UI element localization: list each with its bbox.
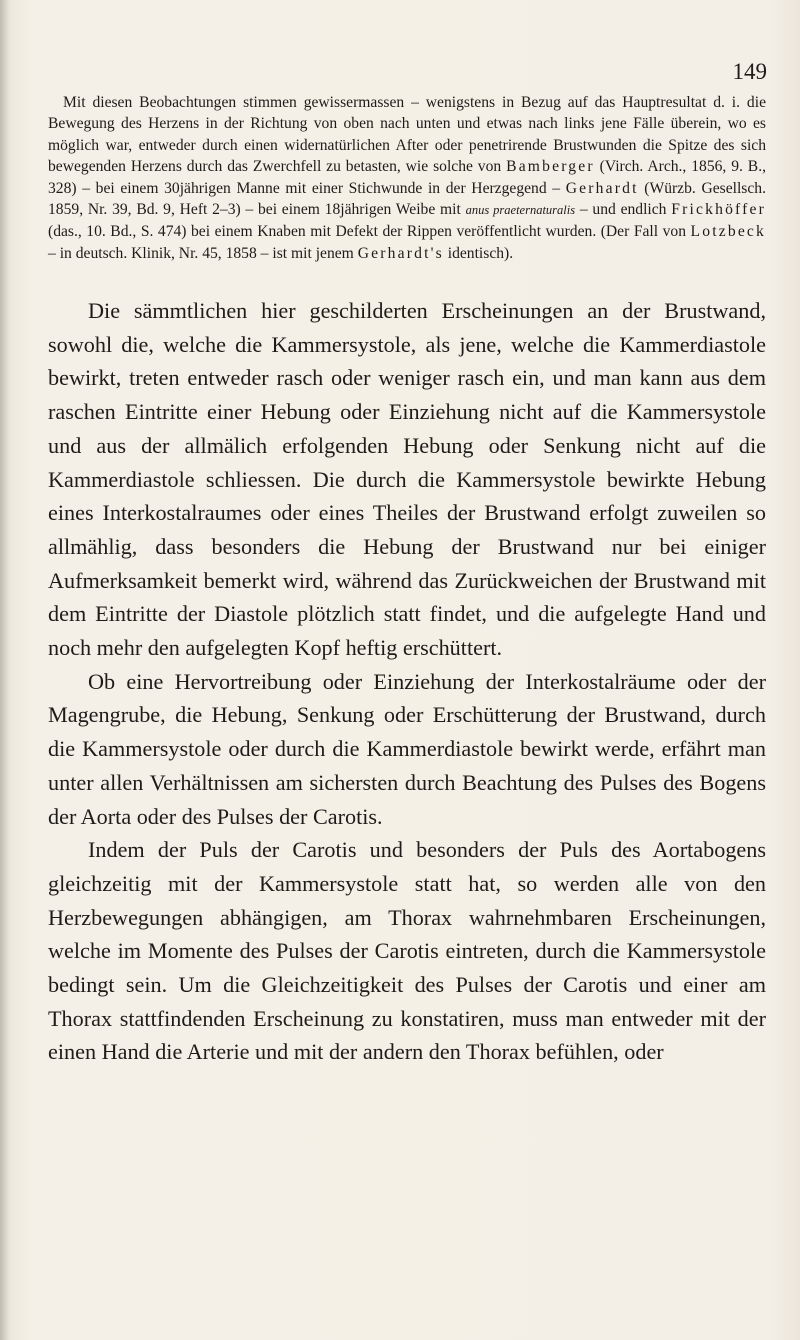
body-paragraph: Ob eine Hervortreibung oder Einziehung der Interkostalräume oder der Magengrube, die Hebung, Senkung oder Erschütterung der Brustwand, durch die Kammersystole oder durch die Kammerdiastole bewirkt werde, erfährt man unter allen Verhältnissen am sichersten durch Beachtung des Pulses des Bogens der Aorta oder des Pulses der Carotis. bbox=[48, 668, 766, 829]
author-name: Gerhardt bbox=[565, 179, 639, 197]
author-name: Lotzbeck bbox=[690, 223, 767, 241]
author-name: Bamberger bbox=[506, 158, 595, 176]
latin-term: anus praeternaturalis bbox=[465, 203, 576, 218]
body-paragraph: Die sämmtlichen hier geschilderten Erscheinungen an der Brustwand, sowohl die, welche die Kammersystole, als jene, welche die Kammerdiastole bewirkt, treten entweder rasch oder weniger rasch ein, und man kann aus dem raschen Eintritte einer Hebung oder Einziehung nicht auf die Kammersystole und aus der allmälich erfolgenden Hebung oder Senkung nicht auf die Kammerdiastole schliessen. Die durch die Kammersystole bewirkte Hebung eines Interkostalraumes oder eines Theiles der Brustwand erfolgt zuweilen so allmählig, dass besonders die Hebung der Brustwand nur bei einiger Aufmerksamkeit bemerkt wird, während das Zurückweichen der Brustwand mit dem Eintritte der Diastole plötzlich statt findet, und die aufgelegte Hand und noch mehr den aufgelegten Kopf heftig erschüttert. bbox=[48, 298, 766, 661]
main-text bbox=[48, 294, 766, 1069]
footnote-text: Mit diesen Beobachtungen stimmen gewissermassen – wenigstens in Bezug auf das Hauptresultat d. i. die Bewegung des Herzens in der Richtung von oben nach unten und etwas nach links jene Fälle überein, wo es möglich war, entweder durch einen widernatürlichen After oder penetrirende Brustwunden die Spitze des sich bewegenden Herzens durch das Zwerchfell zu betasten, wie solche von bbox=[48, 94, 766, 176]
footnote-paragraph bbox=[48, 92, 766, 264]
footnote-text: (Virch. Arch., 1856, 9. B., 328) – bei einem 30jährigen Manne mit einer Stichwunde in der Herzgegend – bbox=[48, 158, 766, 197]
footnote-text: – und endlich bbox=[579, 201, 667, 219]
footnote-block bbox=[48, 92, 766, 264]
footnote-text: (Würzb. Gesellsch. 1859, Nr. 39, Bd. 9, Heft 2–3) – bei einem 18jährigen Weibe mit bbox=[48, 179, 766, 219]
page-number: 149 bbox=[732, 59, 767, 84]
author-name: Gerhardt's bbox=[357, 244, 444, 262]
footnote-text: (das., 10. Bd., S. 474) bei einem Knaben mit Defekt der Rippen veröffentlicht wurden. (Der Fall von bbox=[48, 223, 686, 241]
footnote-text: – in deutsch. Klinik, Nr. 45, 1858 – ist mit jenem bbox=[48, 244, 354, 262]
body-paragraph: Indem der Puls der Carotis und besonders der Puls des Aortabogens gleichzeitig mit der Kammersystole statt hat, so werden alle von den Herzbewegungen abhängigen, am Thorax wahrnehmbaren Erscheinungen, welche im Momente des Pulses der Carotis eintreten, durch die Kammersystole bedingt sein. Um die Gleichzeitigkeit des Pulses der Carotis und einer am Thorax stattfindenden Erscheinung zu konstatiren, muss man entweder mit der einen Hand die Arterie und mit der andern den Thorax befühlen, oder bbox=[48, 837, 766, 1065]
spine-shadow bbox=[0, 0, 10, 1340]
author-name: Frickhöffer bbox=[671, 201, 767, 219]
footnote-text: identisch). bbox=[447, 244, 514, 262]
